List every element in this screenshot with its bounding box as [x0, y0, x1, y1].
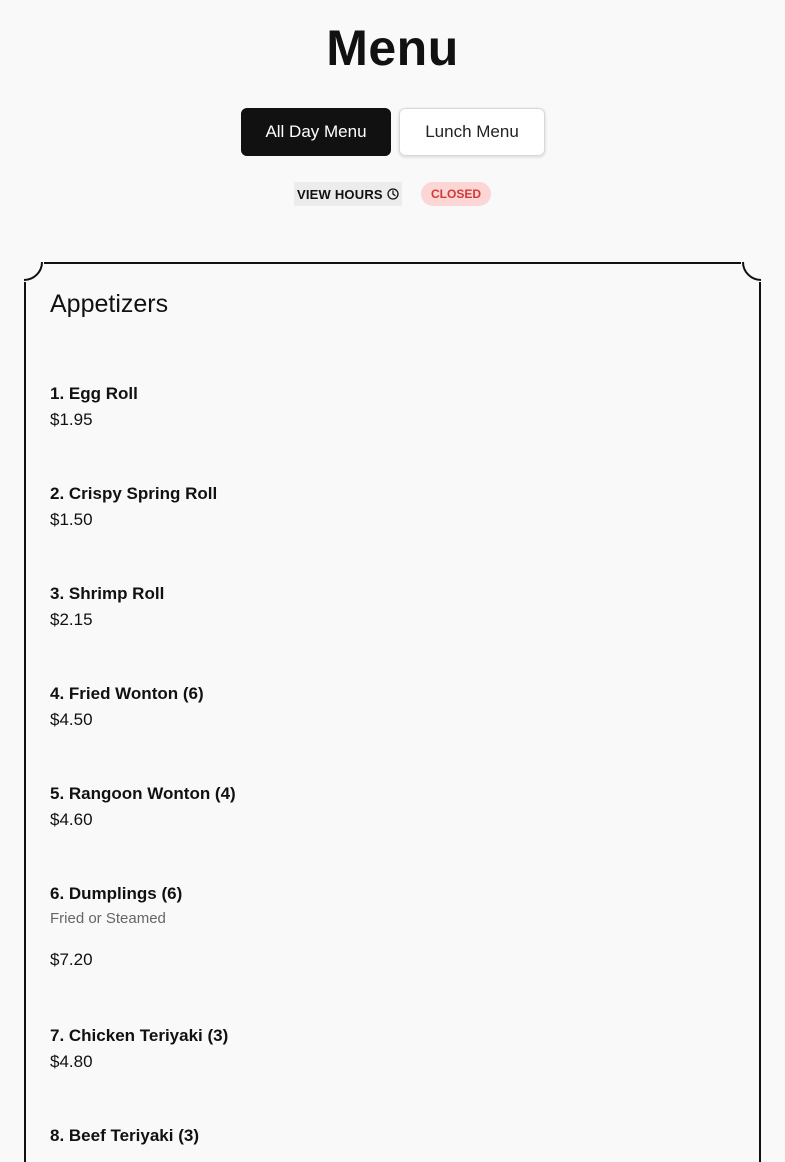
menu-tabs — [0, 108, 785, 158]
status-row — [0, 182, 785, 206]
item-price: $4.60 — [50, 810, 93, 829]
menu-item[interactable] — [50, 1026, 228, 1072]
clock-icon — [387, 188, 399, 200]
page-title: Menu — [326, 20, 459, 76]
item-name: 3. Shrimp Roll — [50, 584, 165, 603]
item-price: $1.95 — [50, 410, 93, 429]
menu-item[interactable] — [50, 884, 182, 970]
menu-item[interactable] — [50, 1126, 199, 1146]
view-hours-button[interactable] — [294, 182, 402, 206]
item-price: $1.50 — [50, 510, 93, 529]
item-price: $7.20 — [50, 950, 93, 969]
section-title: Appetizers — [50, 290, 169, 318]
card-corner-right — [741, 262, 761, 282]
item-name: 2. Crispy Spring Roll — [50, 484, 218, 503]
item-name: 1. Egg Roll — [50, 384, 138, 403]
menu-item[interactable] — [50, 784, 236, 830]
menu-item[interactable] — [50, 684, 204, 730]
item-name: 6. Dumplings (6) — [50, 884, 183, 903]
item-name: 5. Rangoon Wonton (4) — [50, 784, 236, 803]
status-badge: CLOSED — [421, 182, 491, 206]
item-description: Fried or Steamed — [50, 910, 166, 927]
item-price: $4.50 — [50, 710, 93, 729]
menu-item[interactable] — [50, 384, 138, 430]
tab-all-day-menu[interactable]: All Day Menu — [241, 108, 391, 156]
item-name: 4. Fried Wonton (6) — [50, 684, 204, 703]
item-price: $4.80 — [50, 1052, 93, 1071]
view-hours-label: VIEW HOURS — [297, 186, 383, 202]
menu-item[interactable] — [50, 484, 217, 530]
item-name: 7. Chicken Teriyaki (3) — [50, 1026, 229, 1045]
menu-section-card — [24, 262, 761, 1162]
item-price: $2.15 — [50, 610, 93, 629]
tab-lunch-menu[interactable]: Lunch Menu — [399, 108, 545, 156]
item-name: 8. Beef Teriyaki (3) — [50, 1126, 199, 1145]
menu-item[interactable] — [50, 584, 164, 630]
card-corner-left — [24, 262, 44, 282]
